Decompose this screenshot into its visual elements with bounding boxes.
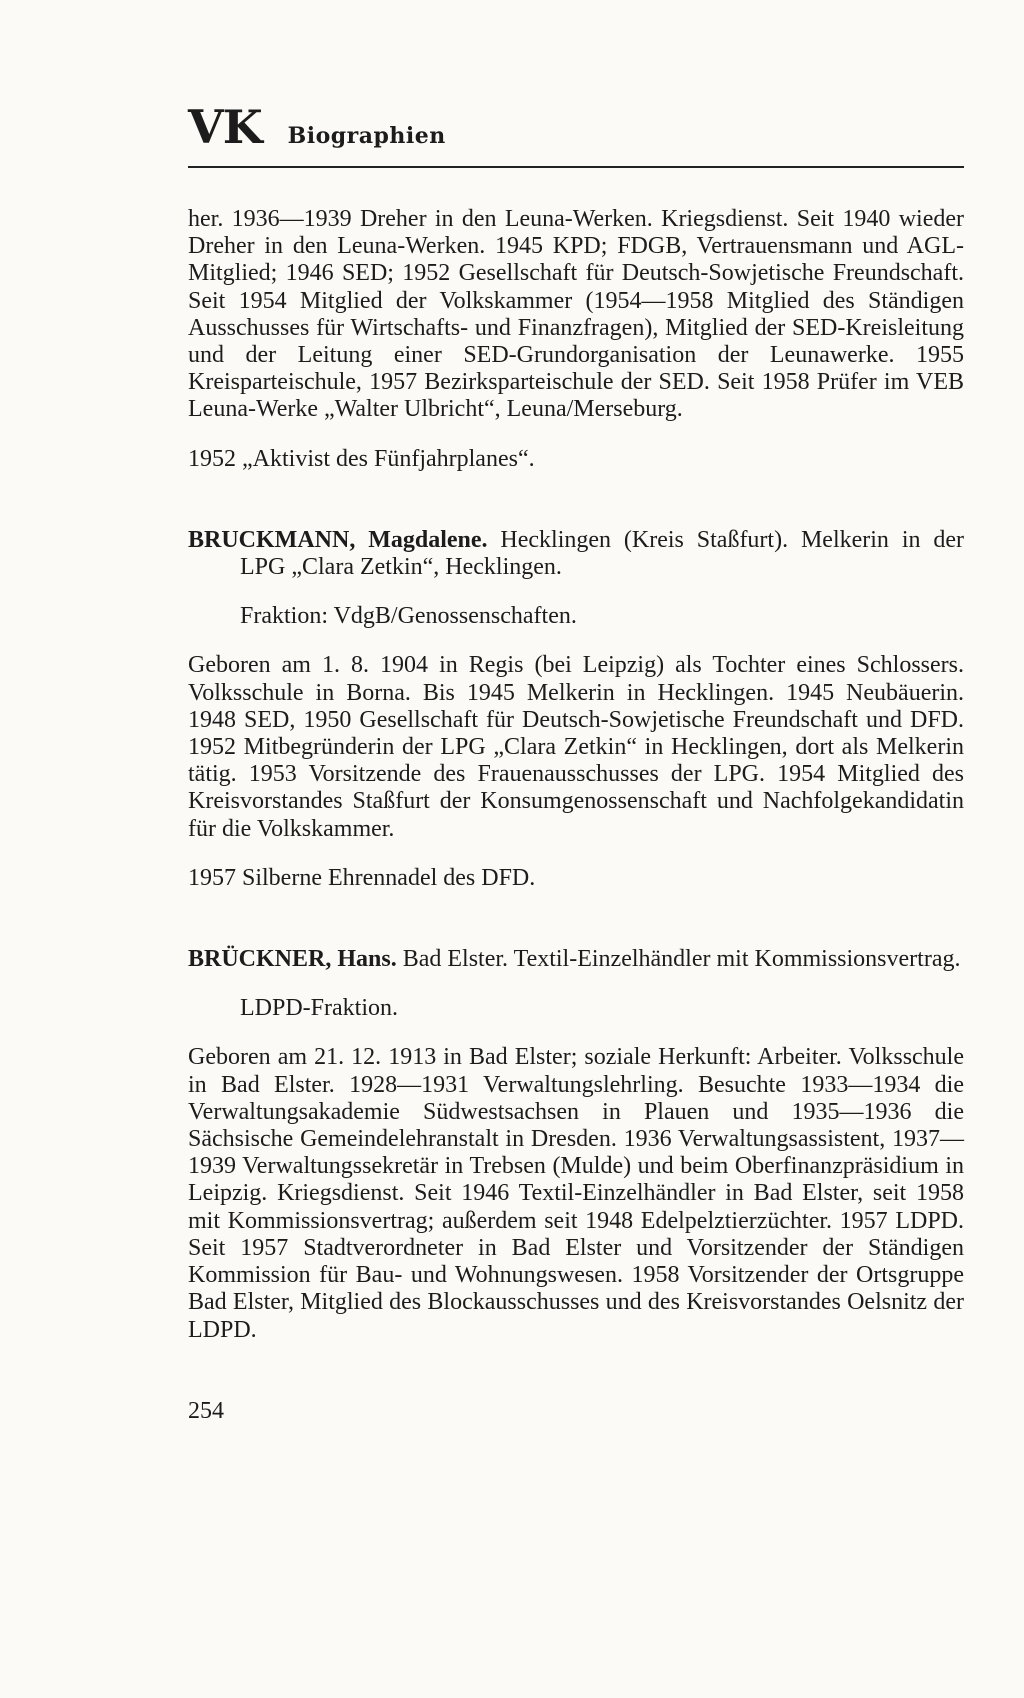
entry-summary: Bad Elster. Textil-Einzelhändler mit Kommissionsvertrag. — [396, 946, 961, 973]
document-page — [188, 100, 965, 1425]
entry-head — [188, 946, 964, 973]
entry-bio: Geboren am 1. 8. 1904 in Regis (bei Leipzig) als Tochter eines Schlossers. Volksschule in Borna. Bis 1945 Melkerin in Hecklingen. 1945 Neubäuerin. 1948 SED, 1950 Gesellschaft für Deutsch-Sowjetische Freundschaft und DFD. 1952 Mitbegründerin der LPG „Clara Zetkin“ in Hecklingen, dort als Melkerin tätig. 1953 Vorsitzende des Frauenausschusses der LPG. 1954 Mitglied des Kreisvorstandes Staßfurt der Konsumgenossenschaft und Nachfolgekandidatin für die Volkskammer. — [188, 652, 964, 842]
entry-summary: Hecklingen (Kreis Staßfurt). Melkerin in der LPG „Clara Zetkin“, Hecklingen. — [240, 526, 965, 581]
entry-name: BRUCKMANN, Magdalene. — [188, 526, 488, 553]
page-number: 254 — [188, 1397, 224, 1424]
intro-awards: 1952 „Aktivist des Fünfjahrplanes“. — [188, 445, 535, 472]
vk-logo: VK — [188, 100, 262, 154]
entry-name: BRÜCKNER, Hans. — [188, 946, 397, 973]
entry-head — [188, 527, 964, 581]
entry-brueckner — [188, 946, 964, 1344]
intro-bio: her. 1936—1939 Dreher in den Leuna-Werken. Kriegsdienst. Seit 1940 wieder Dreher in den Leuna-Werken. 1945 KPD; FDGB, Vertrauensmann und AGL-Mitglied; 1946 SED; 1952 Gesellschaft für Deutsch-Sowjetische Freundschaft. Seit 1954 Mitglied der Volkskammer (1954—1958 Mitglied des Ständigen Ausschusses für Wirtschafts- und Finanzfragen), Mitglied der SED-Kreisleitung und der Leitung einer SED-Grundorganisation der Leunawerke. 1955 Kreisparteischule, 1957 Bezirksparteischule der SED. Seit 1958 Prüfer im VEB Leuna-Werke „Walter Ulbricht“, Leuna/Merseburg. — [188, 206, 964, 423]
entry-bio: Geboren am 21. 12. 1913 in Bad Elster; soziale Herkunft: Arbeiter. Volksschule in Bad Elster. 1928—1931 Verwaltungslehrling. Besuchte 1933—1934 die Verwaltungsakademie Südwestsachsen in Plauen und 1935—1936 die Sächsische Gemeindelehranstalt in Dresden. 1936 Verwaltungsassistent, 1937—1939 Verwaltungssekretär in Trebsen (Mulde) und beim Oberfinanzpräsidium in Leipzig. Kriegsdienst. Seit 1946 Textil-Einzelhändler in Bad Elster, seit 1958 mit Kommissionsvertrag; außerdem seit 1948 Edelpelztierzüchter. 1957 LDPD. Seit 1957 Stadtverordneter in Bad Elster und Vorsitzender der Ständigen Kommission für Bau- und Wohnungswesen. 1958 Vorsitzender der Ortsgruppe Bad Elster, Mitglied des Blockausschusses und des Kreisvorstandes Oelsnitz der LDPD. — [188, 1044, 964, 1343]
entry-bruckmann — [188, 527, 964, 892]
section-title: Biographien — [287, 123, 446, 149]
entry-fraction: LDPD-Fraktion. — [240, 995, 398, 1022]
entry-awards: 1957 Silberne Ehrennadel des DFD. — [188, 864, 536, 891]
page-header — [188, 100, 964, 168]
entry-fraction: Fraktion: VdgB/Genossenschaften. — [240, 603, 577, 630]
